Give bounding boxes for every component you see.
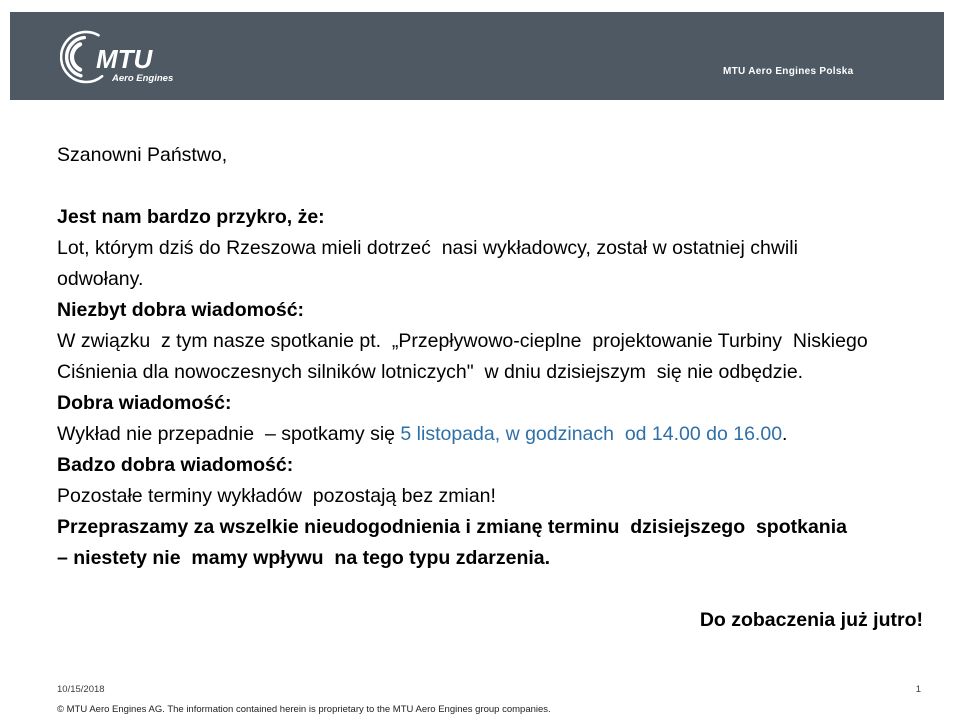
paragraph-1-line-2: odwołany.	[57, 268, 144, 290]
logo-subtitle-text: Aero Engines	[112, 73, 174, 84]
meeting-text-prefix: Wykład nie przepadnie – spotkamy się	[57, 423, 401, 445]
paragraph-5-line-2: – niestety nie mamy wpływu na tego typu zdarzenia.	[57, 547, 551, 569]
slide-body	[57, 140, 923, 636]
mtu-logo	[60, 25, 210, 89]
paragraph-3-heading: Dobra wiadomość:	[57, 392, 232, 414]
company-line-2: An MTU Aero Engines Company	[723, 102, 885, 113]
company-name-block	[723, 42, 884, 138]
paragraph-3-line-1	[57, 419, 923, 450]
paragraph-1-line-1: Lot, którym dziś do Rzeszowa mieli dotrzeć nasi wykładowcy, został w ostatniej chwili	[57, 237, 798, 259]
paragraph-4-heading: Badzo dobra wiadomość:	[57, 454, 294, 476]
meeting-text-suffix: .	[782, 423, 788, 445]
paragraph-5-line-1: Przepraszamy za wszelkie nieudogodnienia i zmianę terminu dzisiejszego spotkania	[57, 516, 847, 538]
footer-page-number: 1	[915, 684, 921, 695]
meeting-date-highlight: 5 listopada, w godzinach od 14.00 do 16.00	[400, 423, 783, 445]
logo-swoosh-icon	[60, 25, 210, 89]
paragraph-4-line-1: Pozostałe terminy wykładów pozostają bez zmian!	[57, 485, 496, 507]
logo-brand-text: MTU	[96, 44, 153, 74]
company-line-1: MTU Aero Engines Polska	[723, 66, 854, 77]
greeting-line: Szanowni Państwo,	[57, 144, 228, 166]
blank-line	[57, 171, 923, 202]
paragraph-1-heading: Jest nam bardzo przykro, że:	[57, 206, 325, 228]
paragraph-2-line-1: W związku z tym nasze spotkanie pt. „Przepływowo-cieplne projektowanie Turbiny Niskiego	[57, 330, 868, 352]
header-band	[10, 12, 944, 113]
footer-copyright: © MTU Aero Engines AG. The information contained herein is proprietary to the MTU Aero Engines group companies.	[57, 704, 551, 715]
footer-date: 10/15/2018	[57, 684, 105, 695]
paragraph-2-line-2: Ciśnienia dla nowoczesnych silników lotniczych" w dniu dzisiejszym się nie odbędzie.	[57, 361, 804, 383]
closing-line: Do zobaczenia już jutro!	[699, 609, 923, 631]
blank-line	[57, 574, 923, 605]
paragraph-2-heading: Niezbyt dobra wiadomość:	[57, 299, 305, 321]
